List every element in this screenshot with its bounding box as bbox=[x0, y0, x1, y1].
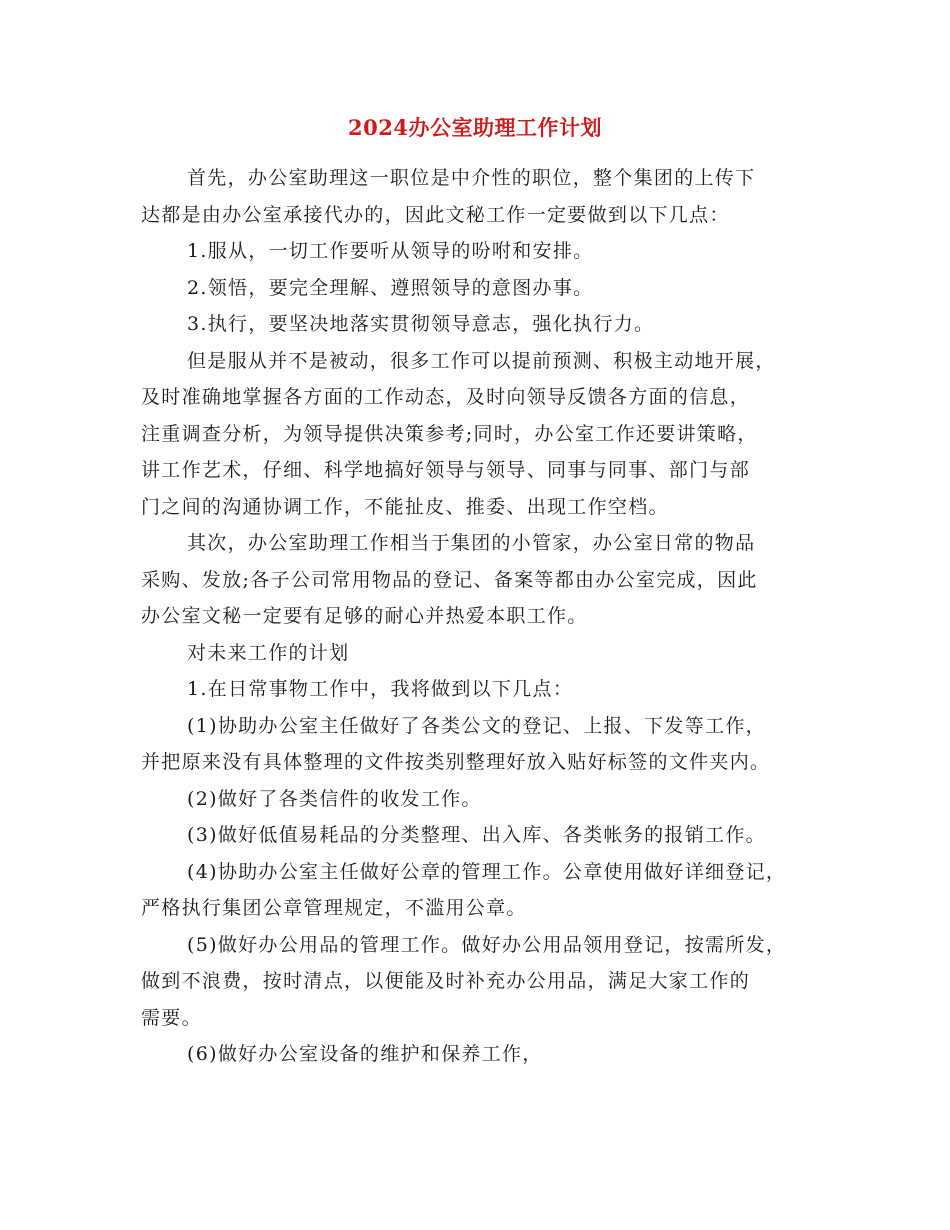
text-line: 讲工作艺术，仔细、科学地搞好领导与领导、同事与同事、部门与部 bbox=[141, 459, 751, 481]
text-line: 采购、发放;各子公司常用物品的登记、备案等都由办公室完成，因此 bbox=[141, 568, 758, 591]
text-line: 需要。 bbox=[141, 1006, 202, 1029]
text-line: 但是服从并不是被动，很多工作可以提前预测、积极主动地开展， bbox=[187, 349, 776, 372]
document-title: 2024办公室助理工作计划 bbox=[348, 115, 602, 140]
text-line: 对未来工作的计划 bbox=[187, 641, 350, 664]
text-line: (3)做好低值易耗品的分类整理、出入库、各类帐务的报销工作。 bbox=[187, 824, 766, 846]
text-line: 及时准确地掌握各方面的工作动态，及时向领导反馈各方面的信息， bbox=[141, 386, 751, 408]
text-line: 办公室文秘一定要有足够的耐心并热爱本职工作。 bbox=[141, 605, 588, 627]
text-line: (2)做好了各类信件的收发工作。 bbox=[187, 787, 482, 810]
text-line: 注重调查分析，为领导提供决策参考;同时，办公室工作还要讲策略， bbox=[141, 422, 758, 445]
text-line: (4)协助办公室主任做好公章的管理工作。公章使用做好详细登记， bbox=[187, 860, 787, 883]
text-line: 严格执行集团公章管理规定，不滥用公章。 bbox=[141, 897, 527, 919]
text-line: 其次，办公室助理工作相当于集团的小管家，办公室日常的物品 bbox=[187, 532, 756, 554]
text-line: (1)协助办公室主任做好了各类公文的登记、上报、下发等工作， bbox=[187, 714, 766, 737]
text-line: 2.领悟，要完全理解、遵照领导的意图办事。 bbox=[187, 276, 594, 299]
text-line: (5)做好办公用品的管理工作。做好办公用品领用登记，按需所发， bbox=[187, 933, 787, 956]
document-body bbox=[141, 160, 831, 1073]
text-line: 首先，办公室助理这一职位是中介性的职位，整个集团的上传下 bbox=[187, 167, 756, 189]
text-line: (6)做好办公室设备的维护和保养工作， bbox=[187, 1043, 543, 1065]
text-line: 做到不浪费，按时清点，以便能及时补充办公用品，满足大家工作的 bbox=[141, 970, 751, 992]
text-line: 3.执行，要坚决地落实贯彻领导意志，强化执行力。 bbox=[187, 313, 655, 335]
text-line: 1.在日常事物工作中，我将做到以下几点： bbox=[187, 678, 574, 700]
text-line: 并把原来没有具体整理的文件按类别整理好放入贴好标签的文件夹内。 bbox=[141, 751, 771, 773]
text-line: 1.服从，一切工作要听从领导的吩咐和安排。 bbox=[187, 240, 594, 262]
text-line: 门之间的沟通协调工作，不能扯皮、推委、出现工作空档。 bbox=[141, 495, 669, 518]
text-line: 达都是由办公室承接代办的，因此文秘工作一定要做到以下几点： bbox=[141, 203, 730, 226]
